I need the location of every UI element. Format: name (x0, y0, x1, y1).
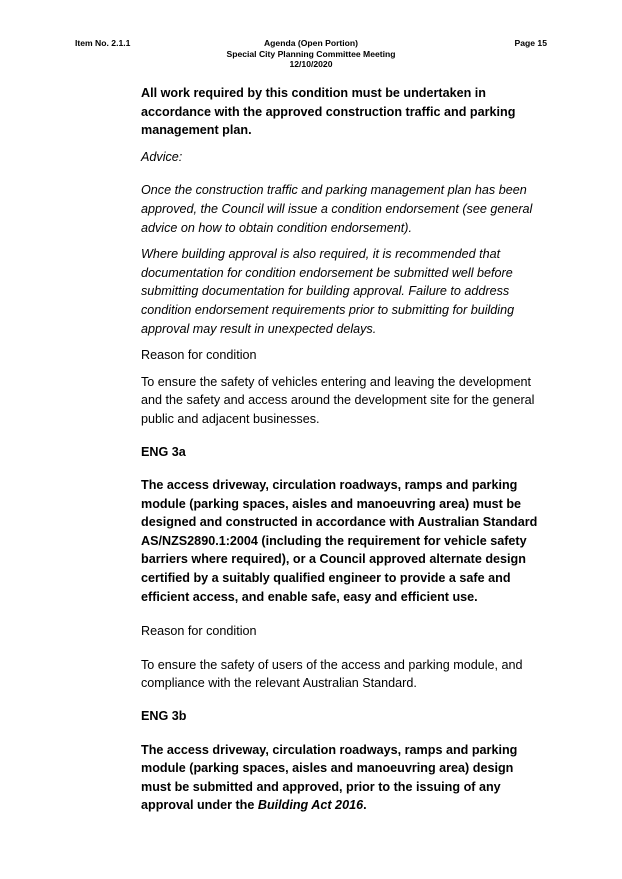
reason-text-2: To ensure the safety of users of the access and parking module, and compliance with the relevant Australian Standard. (141, 657, 523, 691)
building-act-title: Building Act 2016 (257, 798, 364, 813)
eng-3b-heading: ENG 3b (141, 709, 187, 724)
eng-3b-condition (141, 741, 541, 815)
eng-3b-text-end: . (363, 798, 367, 813)
eng-3a-condition: The access driveway, circulation roadways, ramps and parking module (parking spaces, aisles and manoeuvring area) must be designed and constructed in accordance with Australian Standard AS/NZS2890.1:2004 (including the requirement for vehicle safety barriers where required), or a Council approved alternate design certified by a suitably qualified engineer to provide a safe and efficient access, and enable safe, easy and efficient use. (141, 478, 538, 604)
advice-paragraph-1: Once the construction traffic and parking management plan has been approved, the Council will issue a condition endorsement (see general advice on how to obtain condition endorsement). (141, 183, 533, 235)
reason-text-1: To ensure the safety of vehicles entering and leaving the development and the safety and access around the development site for the general public and adjacent businesses. (141, 374, 535, 426)
page-header (0, 38, 622, 74)
item-number: Item No. 2.1.1 (75, 38, 131, 48)
agenda-title: Agenda (Open Portion) (263, 38, 359, 48)
reason-label-1: Reason for condition (141, 348, 257, 363)
eng-3a-heading: ENG 3a (141, 444, 186, 459)
advice-label: Advice: (141, 149, 183, 164)
meeting-date: 12/10/2020 (289, 59, 333, 69)
condition-paragraph: All work required by this condition must be undertaken in accordance with the approved construction traffic and parking management plan. (141, 86, 516, 138)
document-body (141, 84, 541, 815)
advice-paragraph-2: Where building approval is also required, it is recommended that documentation for condition endorsement be submitted well before submitting documentation for building approval. Failure to address condition endorsement requirements prior to submitting for building approval may result in unexpected delays. (141, 247, 515, 336)
reason-label-2: Reason for condition (141, 624, 257, 639)
page-number: Page 15 (514, 38, 547, 48)
meeting-name: Special City Planning Committee Meeting (226, 48, 396, 59)
eng-3b-text: The access driveway, circulation roadways, ramps and parking module (parking spaces, aisles and manoeuvring area) design must be submitted and approved, prior to the issuing of any approval under the (141, 742, 518, 813)
